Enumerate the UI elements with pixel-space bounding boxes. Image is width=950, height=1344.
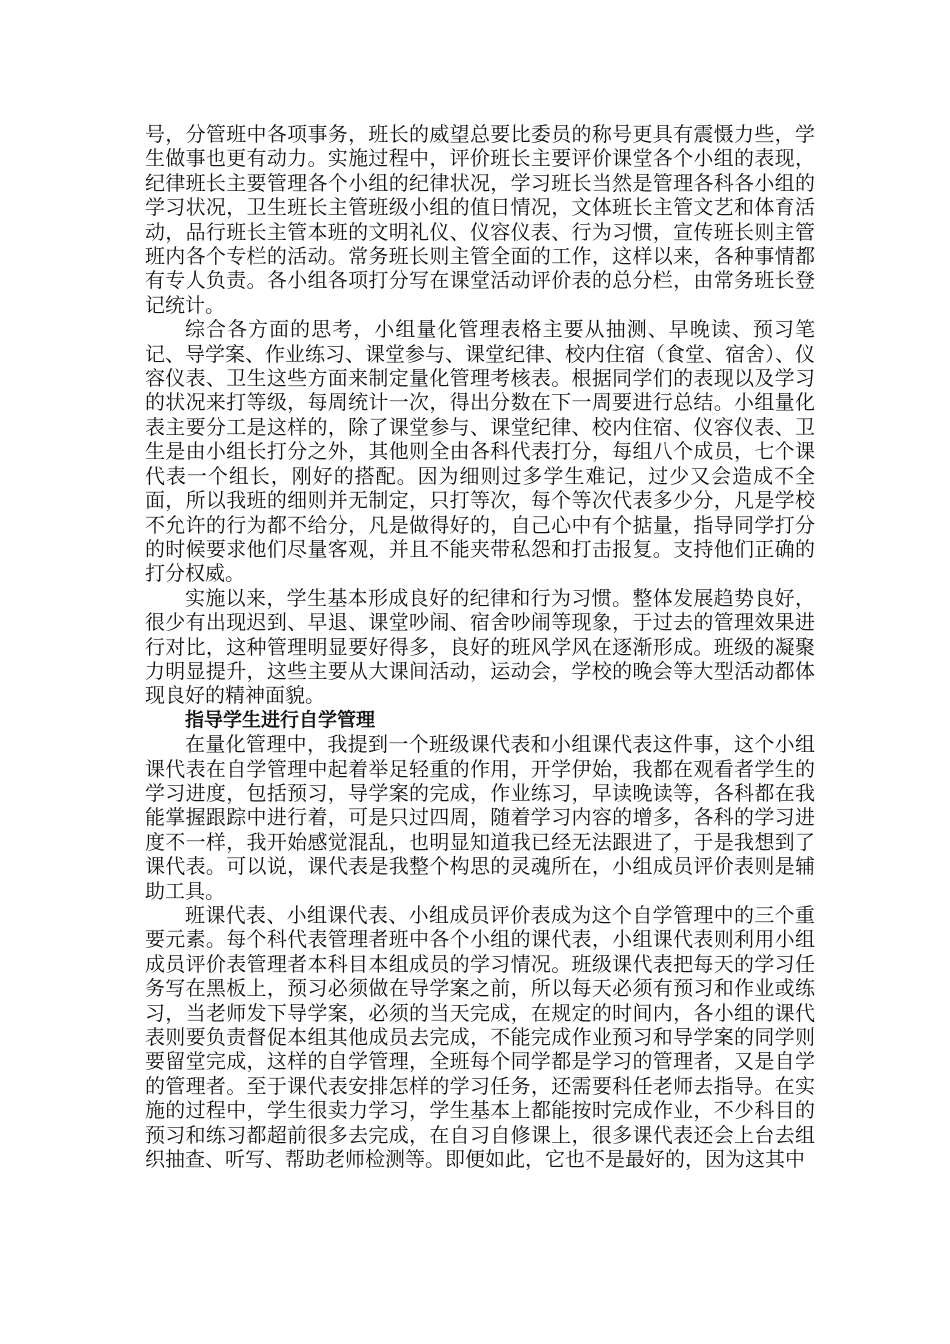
paragraph-self-study-intro: 在量化管理中，我提到一个班级课代表和小组课代表这件事，这个小组课代表在自学管理中起着举足轻重的作用，开学伊始，我都在观看者学生的学习进度，包括预习，导学案的完成，作业练习，早读晚读等，各科都在我能掌握跟踪中进行着，可是只过四周，随着学习内容的增多，各科的学习进度不一样，我开始感觉混乱，也明显知道我已经无法跟进了，于是我想到了课代表。可以说，课代表是我整个构思的灵魂所在，小组成员评价表则是辅助工具。 [145, 732, 815, 903]
paragraph-quantified-table: 综合各方面的思考，小组量化管理表格主要从抽测、早晚读、预习笔记、导学案、作业练习、课堂参与、课堂纪律、校内住宿（食堂、宿舍）、仪容仪表、卫生这些方面来制定量化管理考核表。根据同学们的表现以及学习的状况来打等级，每周统计一次，得出分数在下一周要进行总结。小组量化表主要分工是这样的，除了课堂参与、课堂纪律、校内住宿、仪容仪表、卫生是由小组长打分之外，其他则全由各科代表打分，每组八个成员，七个课代表一个组长，刚好的搭配。因为细则过多学生难记，过少又会造成不全面，所以我班的细则并无制定，只打等次，每个等次代表多少分，凡是学校不允许的行为都不给分，凡是做得好的，自己心中有个掂量，指导同学打分的时候要求他们尽量客观，并且不能夹带私怨和打击报复。支持他们正确的打分权威。 [145, 317, 815, 586]
section-heading: 指导学生进行自学管理 [185, 708, 376, 731]
paragraph-continuation: 号，分管班中各项事务，班长的威望总要比委员的称号更具有震慑力些，学生做事也更有动力。实施过程中，评价班长主要评价课堂各个小组的表现，纪律班长主要管理各个小组的纪律状况，学习班长当然是管理各科各小组的学习状况，卫生班长主管班级小组的值日情况，文体班长主管文艺和体育活动，品行班长主管本班的文明礼仪、仪容仪表、行为习惯，宣传班长则主管班内各个专栏的活动。常务班长则主管全面的工作，这样以来，各种事情都有专人负责。各小组各项打分写在课堂活动评价表的总分栏，由常务班长登记统计。 [145, 122, 815, 317]
paragraph-implementation-results: 实施以来，学生基本形成良好的纪律和行为习惯。整体发展趋势良好，很少有出现迟到、早退、课堂吵闹、宿舍吵闹等现象，于过去的管理效果进行对比，这种管理明显要好得多，良好的班风学风在逐渐形成。班级的凝聚力明显提升，这些主要从大课间活动，运动会，学校的晚会等大型活动都体现良好的精神面貌。 [145, 585, 815, 708]
document-body [145, 122, 815, 1171]
paragraph-three-elements: 班课代表、小组课代表、小组成员评价表成为这个自学管理中的三个重要元素。每个科代表管理者班中各个小组的课代表，小组课代表则利用小组成员评价表管理者本科目本组成员的学习情况。班级课代表把每天的学习任务写在黑板上，预习必须做在导学案之前，所以每天必须有预习和作业或练习，当老师发下导学案，必须的当天完成，在规定的时间内，各小组的课代表则要负责督促本组其他成员去完成，不能完成作业预习和导学案的同学则要留堂完成，这样的自学管理，全班每个同学都是学习的管理者，又是自学的管理者。至于课代表安排怎样的学习任务，还需要科任老师去指导。在实施的过程中，学生很卖力学习，学生基本上都能按时完成作业，不少科目的预习和练习都超前很多去完成，在自习自修课上，很多课代表还会上台去组织抽查、听写、帮助老师检测等。即便如此，它也不是最好的，因为这其中 [145, 903, 815, 1172]
